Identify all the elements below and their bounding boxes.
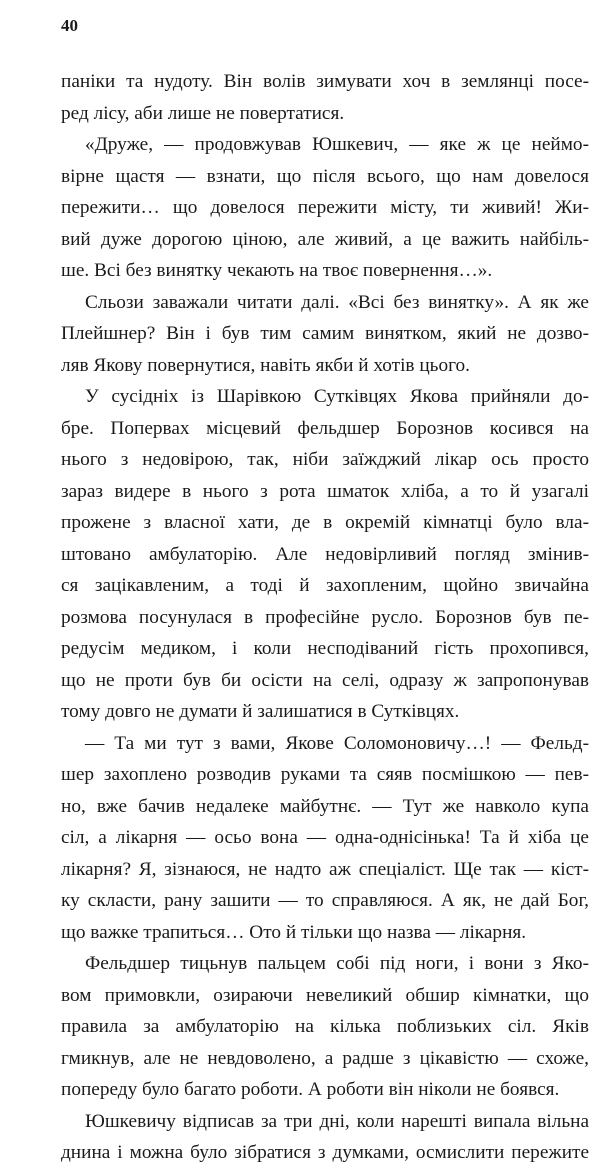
text-line: шер захоплено розводив руками та сяяв посмішкою — пев-: [61, 764, 589, 785]
text-line: — Та ми тут з вами, Якове Соломоновичу…! — Фельд-: [85, 732, 589, 754]
text-line: ред лісу, аби лише не повертатися.: [61, 102, 345, 124]
text-line: лікарня? Я, зізнаюся, не надто аж спеціаліст. Ще так — кіст-: [61, 858, 589, 880]
text-line: сіл, а лікарня — осьо вона — одна-однісінька! Та й хіба це: [61, 827, 589, 848]
text-line: тому довго не думати й залишатися в Сутківцях.: [61, 701, 460, 722]
text-line: бре. Попервах місцевий фельдшер Борознов косився на: [61, 417, 589, 439]
text-line: У сусідніх із Шарівкою Сутківцях Якова прийняли до-: [85, 386, 589, 407]
text-line: ся зацікавленим, а тоді й захопленим, щойно звичайна: [61, 575, 589, 596]
text-line: що важке трапиться… Ото й тільки що назва — лікарня.: [61, 921, 527, 943]
text-line: розмова посунулася в професійне русло. Борознов був пе-: [61, 606, 589, 628]
text-line: ку скласти, рану зашити — то справляюся. А як, не дай Бог,: [61, 890, 589, 911]
text-line: Фельдшер тицьнув пальцем собі під ноги, і вони з Яко-: [85, 953, 589, 974]
body-text: [61, 66, 589, 1169]
text-line: правила за амбулаторію на кілька поблизьких сіл. Яків: [61, 1016, 589, 1037]
text-line: прожене з власної хати, де в окремій кімнатці було вла-: [61, 512, 589, 533]
text-line: ше. Всі без винятку чекають на твоє повернення…».: [61, 260, 493, 281]
text-line: «Друже, — продовжував Юшкевич, — яке ж це неймо-: [85, 134, 589, 155]
text-line: Юшкевичу відписав за три дні, коли нарешті випала вільна: [85, 1110, 589, 1132]
text-line: ляв Якову повернутися, навіть якби й хотів цього.: [61, 354, 470, 376]
text-line: гмикнув, але не невдоволено, а радше з цікавістю — схоже,: [61, 1047, 589, 1069]
text-line: штовано амбулаторію. Але недовірливий погляд змінив-: [61, 543, 589, 565]
text-line: паніки та нудоту. Він волів зимувати хоч в землянці посе-: [61, 71, 589, 92]
text-line: Сльози заважали читати далі. «Всі без винятку». А як же: [85, 291, 589, 313]
text-line: редусім медиком, і коли несподіваний гість прохопився,: [61, 638, 589, 659]
text-line: вірне щастя — взнати, що після всього, що нам довелося: [61, 165, 589, 187]
text-line: Плейшнер? Він і був тим самим винятком, який не дозво-: [61, 323, 589, 344]
text-line: но, вже бачив недалеке майбутнє. — Тут же навколо купа: [61, 795, 589, 817]
text-line: що не проти був би осісти на селі, одразу ж запропонував: [61, 669, 589, 691]
page-number: 40: [61, 16, 78, 35]
text-line: днина і можна було зібратися з думками, осмислити пережите: [61, 1142, 589, 1163]
text-line: вом примовкли, озираючи невеликий обшир кімнатки, що: [61, 984, 589, 1006]
text-line: нього з недовірою, так, ніби заїжджий лікар ось просто: [61, 449, 589, 470]
text-line: зараз видере в нього з рота шматок хліба, а то й узагалі: [61, 480, 589, 502]
text-line: попереду було багато роботи. А роботи він ніколи не боявся.: [61, 1079, 560, 1100]
text-line: пережити… що довелося пережити місту, ти живий! Жи-: [61, 197, 589, 218]
text-line: вий дуже дорогою ціною, але живий, а це важить найбіль-: [61, 228, 589, 250]
